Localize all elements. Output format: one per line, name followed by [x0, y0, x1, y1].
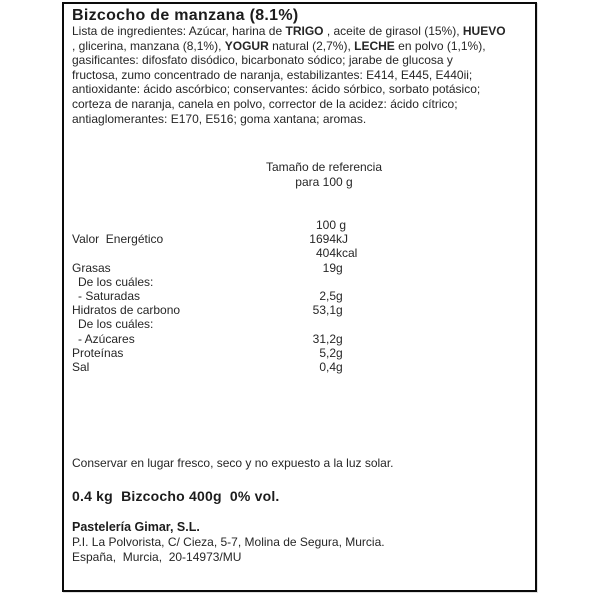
nutrition-row-value: [262, 275, 336, 289]
ingredients-line: [72, 53, 506, 68]
reference-size-line1: Tamaño de referencia: [265, 160, 383, 174]
ingredients-line: [72, 68, 506, 83]
ingredients-line: [72, 112, 506, 127]
manufacturer-name: Pastelería Gimar, S.L.: [72, 520, 200, 534]
nutrition-row: [72, 246, 527, 260]
net-weight-line: 0.4 kg Bizcocho 400g 0% vol.: [72, 488, 280, 504]
nutrition-row-label: - Saturadas: [78, 288, 141, 303]
nutrition-row-unit: kcal: [336, 246, 358, 261]
ingredient-text: , aceite de girasol (15%),: [323, 24, 463, 38]
manufacturer-address: P.I. La Polvorista, C/ Cieza, 5-7, Molina de Segura, Murcia.: [72, 535, 385, 549]
nutrition-row-unit: g: [336, 359, 343, 374]
nutrition-row-value: 31,2: [312, 331, 336, 346]
nutrition-row-unit: kJ: [336, 232, 348, 247]
nutrition-row-value: 404: [315, 246, 336, 261]
allergen-text: LECHE: [354, 38, 395, 53]
ingredient-text: corteza de naranja, canela en polvo, corrector de la acidez: ácido cítrico;: [72, 96, 458, 111]
nutrition-row-value: [262, 317, 336, 331]
nutrition-row-unit: g: [336, 288, 343, 303]
ingredient-text: fructosa, zumo concentrado de naranja, estabilizantes: E414, E445, E440ii;: [72, 67, 473, 82]
allergen-text: HUEVO: [462, 24, 506, 38]
nutrition-row: [72, 275, 527, 289]
nutrition-row-label: Grasas: [72, 260, 111, 275]
ingredients-line: [72, 97, 506, 112]
storage-instructions: Conservar en lugar fresco, seco y no expuesto a la luz solar.: [72, 456, 394, 470]
ingredient-text: antioxidante: ácido ascórbico; conservantes: ácido sórbico, sorbato potásico;: [72, 82, 481, 97]
nutrition-row-unit: g: [336, 303, 343, 318]
reference-size-line2: para 100 g: [295, 175, 353, 189]
nutrition-row: [72, 332, 527, 346]
nutrition-row: [72, 360, 527, 374]
nutrition-row: [72, 317, 527, 331]
nutrition-row-value: 5,2: [319, 345, 336, 360]
nutrition-row-label: Hidratos de carbono: [72, 303, 181, 318]
nutrition-row-value: 0,4: [319, 359, 336, 374]
nutrition-row-value: 100: [315, 218, 336, 232]
ingredient-text: antiaglomerantes: E170, E516; goma xantana; aromas.: [72, 111, 367, 126]
nutrition-table: [72, 218, 527, 374]
nutrition-row: [72, 303, 527, 317]
nutrition-row-label: Valor Energético: [72, 232, 164, 247]
nutrition-row: [72, 232, 527, 246]
nutrition-row: [72, 289, 527, 303]
ingredient-text: natural (2,7%),: [268, 38, 355, 53]
nutrition-row: [72, 346, 527, 360]
nutrition-row-label: De los cuáles:: [78, 274, 154, 289]
nutrition-row-unit: g: [336, 218, 347, 232]
ingredients-line: [72, 24, 506, 39]
allergen-text: YOGUR: [224, 38, 269, 53]
manufacturer-block: [72, 520, 385, 565]
allergen-text: TRIGO: [285, 24, 324, 38]
ingredient-text: Lista de ingredientes: Azúcar, harina de: [72, 24, 286, 38]
manufacturer-region-line: España, Murcia, 20-14973/MU: [72, 550, 242, 564]
nutrition-row-label: - Azúcares: [78, 331, 135, 346]
nutrition-row-value: 19: [322, 260, 336, 275]
nutrition-row-label: [72, 218, 262, 232]
nutrition-row-label: Proteínas: [72, 345, 124, 360]
nutrition-row-value: 1694: [309, 232, 336, 247]
nutrition-row-unit: g: [336, 331, 343, 346]
reference-size-header: [204, 160, 444, 190]
ingredient-text: , glicerina, manzana (8,1%),: [72, 38, 225, 53]
product-label-box: [62, 2, 537, 592]
nutrition-row-unit: g: [336, 345, 343, 360]
ingredients-list: [72, 24, 506, 126]
nutrition-row-label: Sal: [72, 359, 90, 374]
ingredient-text: en polvo (1,1%),: [394, 38, 486, 53]
nutrition-row-unit: g: [336, 260, 343, 275]
nutrition-row-value: 2,5: [319, 288, 336, 303]
nutrition-row-value: 53,1: [312, 303, 336, 318]
nutrition-row-label: De los cuáles:: [78, 317, 154, 332]
ingredient-text: gasificantes: difosfato disódico, bicarbonato sódico; jarabe de glucosa y: [72, 53, 453, 68]
nutrition-row: [72, 261, 527, 275]
ingredients-line: [72, 39, 506, 54]
ingredients-line: [72, 82, 506, 97]
nutrition-row: [72, 218, 527, 232]
nutrition-row-label: [72, 246, 262, 260]
product-title: Bizcocho de manzana (8.1%): [72, 7, 299, 24]
